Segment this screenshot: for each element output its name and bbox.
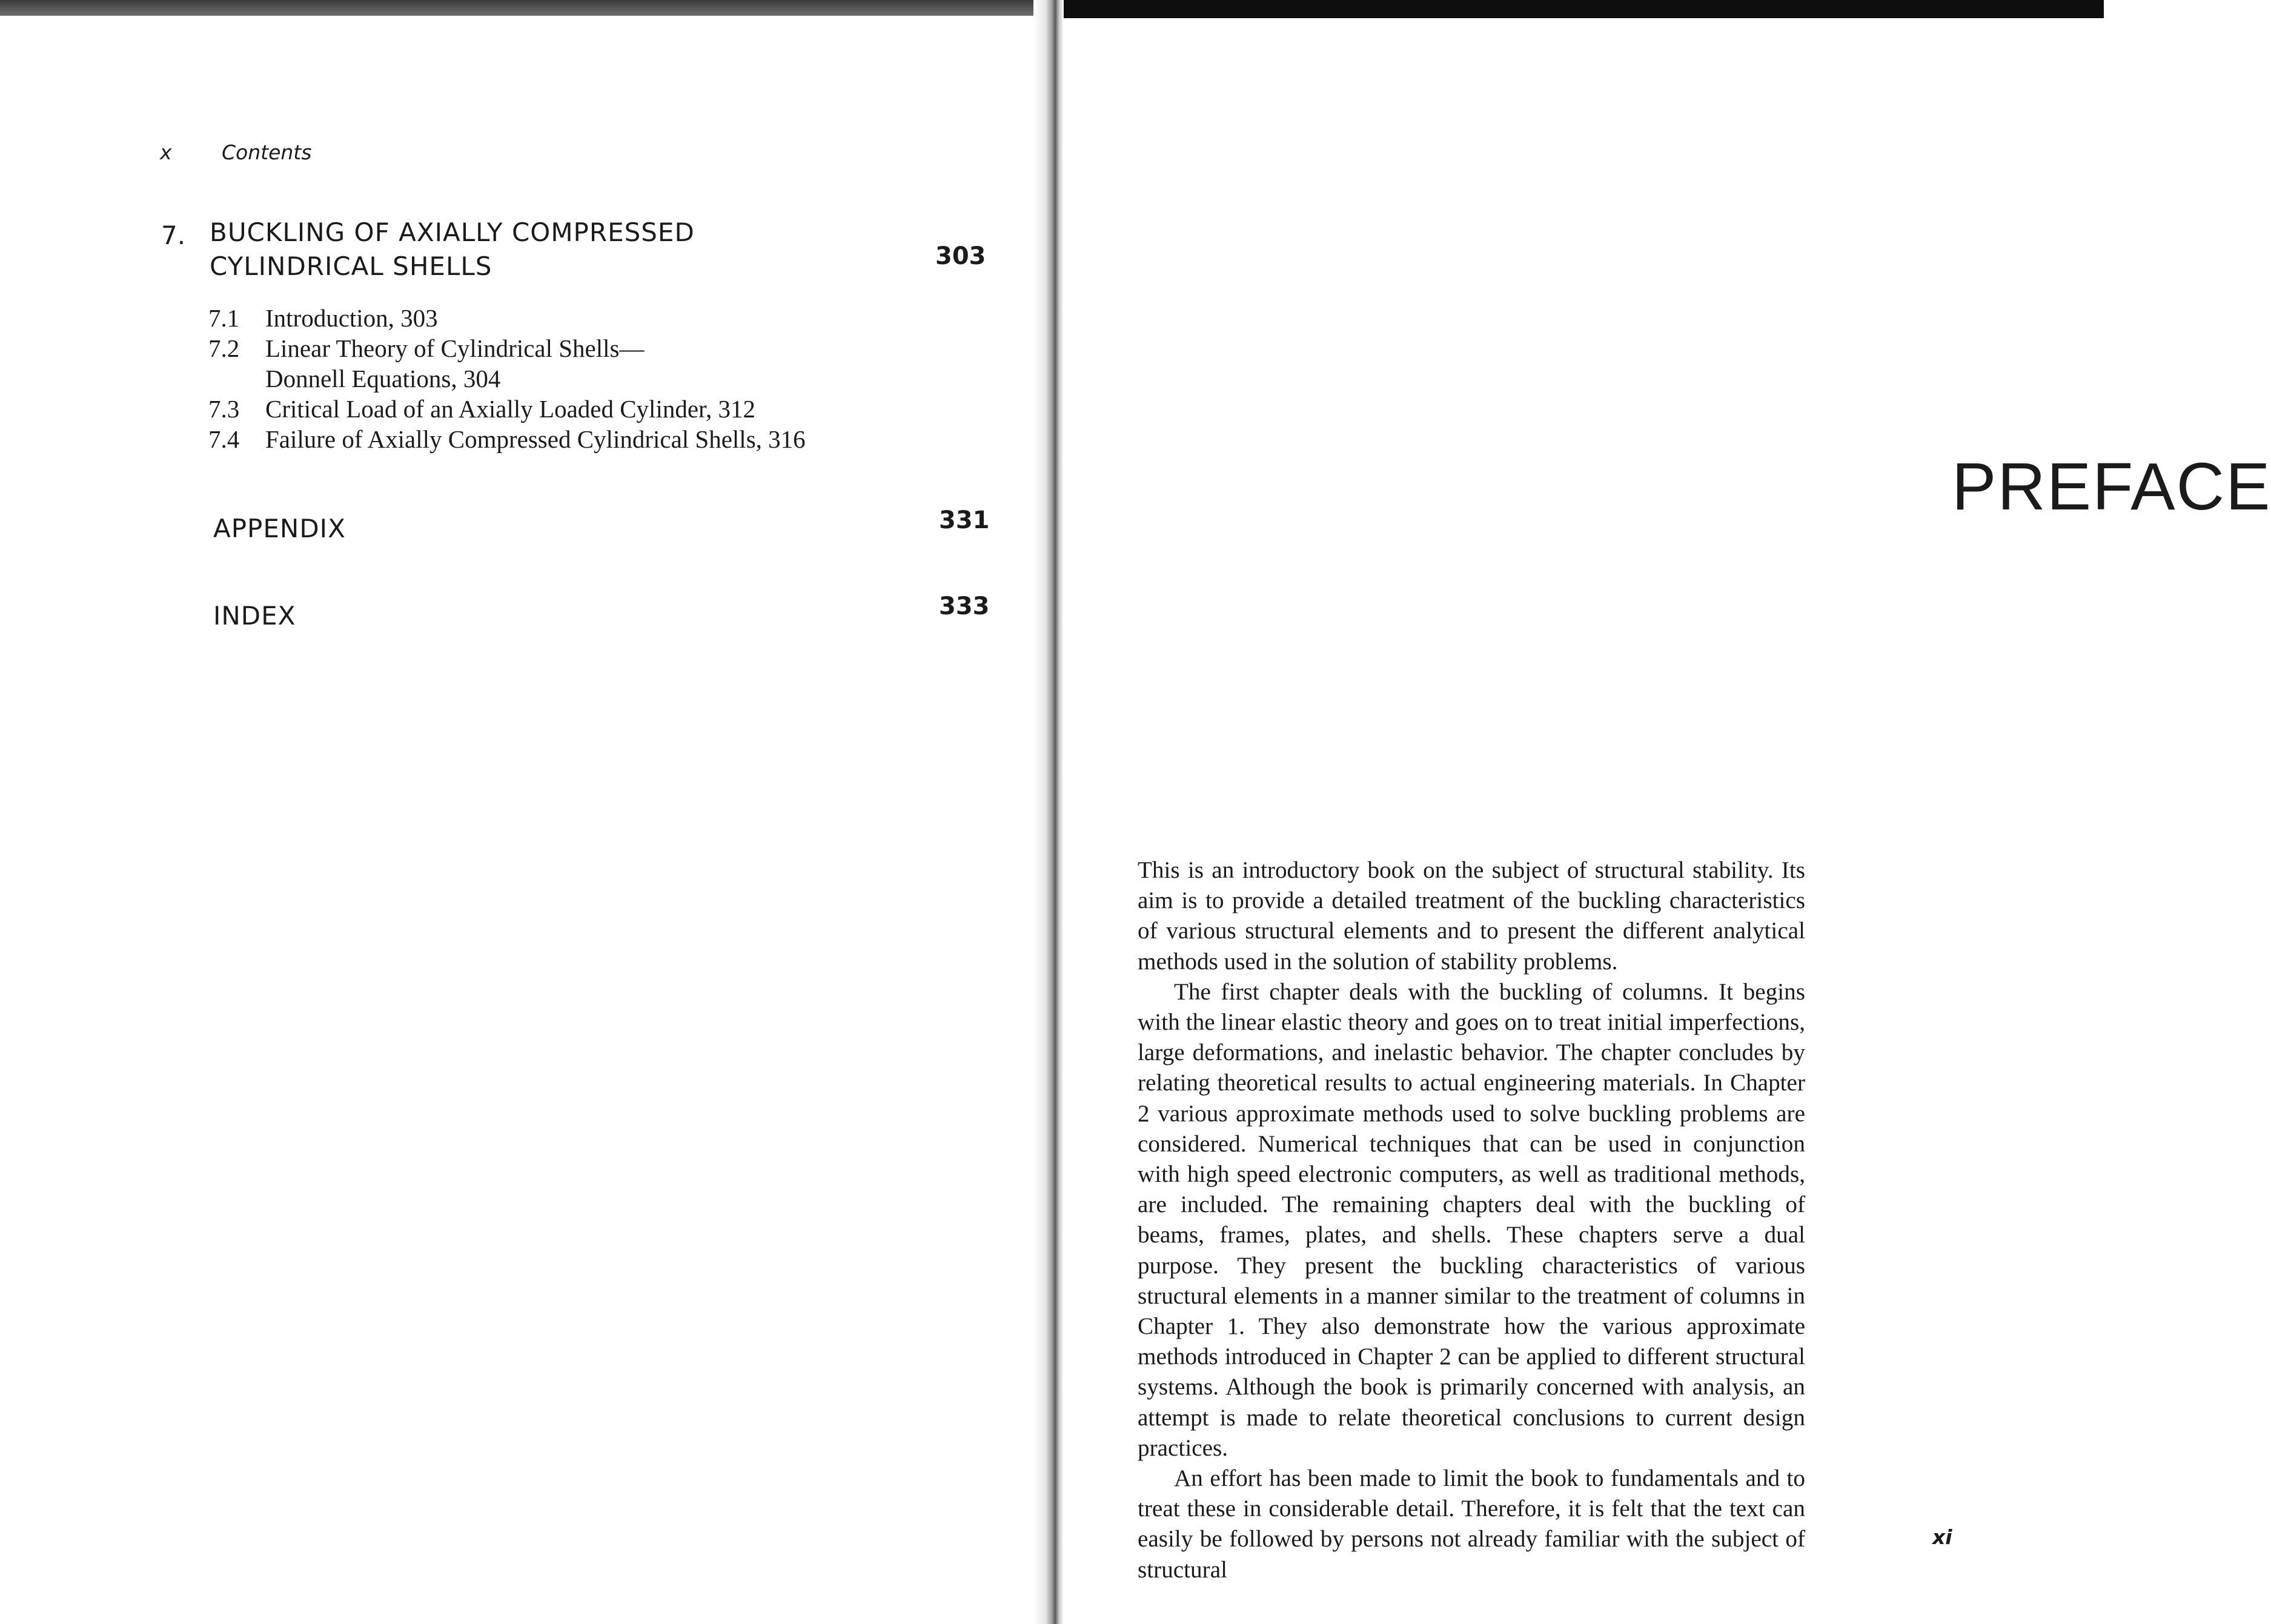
page-number-letter: x <box>160 141 172 164</box>
section-title-continued: Donnell Equations, 304 <box>265 365 501 393</box>
preface-paragraph: An effort has been made to limit the book to fundamentals and to treat these in considerable detail. Therefore, it is felt that the text can easily be followed by persons not already familiar with the subject of structural <box>1138 1465 1805 1583</box>
section-number: 7.2 <box>208 334 240 362</box>
section-entry <box>208 394 806 424</box>
section-title: Failure of Axially Compressed Cylindrical Shells, 316 <box>265 425 806 453</box>
section-title: Critical Load of an Axially Loaded Cylinder, 312 <box>265 395 756 423</box>
book-gutter <box>1033 0 1064 1624</box>
chapter-number: 7. <box>161 220 186 250</box>
section-number: 7.3 <box>208 395 240 423</box>
section-title: Linear Theory of Cylindrical Shells— <box>265 334 645 362</box>
preface-body <box>1138 855 1805 1585</box>
page-folio: xi <box>1932 1525 1952 1549</box>
chapter-page-number: 303 <box>935 242 986 270</box>
contents-page <box>0 0 1033 1624</box>
chapter-title <box>210 216 695 283</box>
section-list <box>208 303 806 454</box>
section-entry <box>208 424 806 454</box>
index-page-number: 333 <box>939 592 990 620</box>
section-entry <box>208 333 806 363</box>
appendix-page-number: 331 <box>939 506 990 534</box>
chapter-title-line: BUCKLING OF AXIALLY COMPRESSED <box>210 217 695 247</box>
preface-paragraph: This is an introductory book on the subject of structural stability. Its aim is to provide a detailed treatment of the buckling characteristics of various structural elements and to present the different analytical methods used in the solution of stability problems. <box>1138 857 1805 975</box>
running-head-title: Contents <box>222 141 312 164</box>
preface-title: PREFACE <box>1952 449 2271 524</box>
preface-page <box>1064 0 2271 1624</box>
section-title: Introduction, 303 <box>265 304 438 332</box>
index-heading: INDEX <box>213 601 296 631</box>
appendix-heading: APPENDIX <box>213 514 346 543</box>
chapter-title-line: CYLINDRICAL SHELLS <box>210 251 492 281</box>
section-number: 7.1 <box>208 304 240 332</box>
preface-paragraph: The first chapter deals with the buckling of columns. It begins with the linear elastic theory and goes on to treat initial imperfections, large deformations, and inelastic behavior. The chapter concludes by relating theoretical results to actual engineering materials. In Chapter 2 various approximate methods used to solve buckling problems are considered. Numerical techniques that can be used in conjunction with high speed electronic computers, as well as traditional methods, are included. The remaining chapters deal with the buckling of beams, frames, plates, and shells. These chapters serve a dual purpose. They present the buckling characteristics of various structural elements in a manner similar to the treatment of columns in Chapter 1. They also demonstrate how the various approximate methods introduced in Chapter 2 can be applied to different structural systems. Although the book is primarily concerned with analysis, an attempt is made to relate theoretical conclusions to current design practices. <box>1138 978 1805 1461</box>
section-entry <box>208 303 806 333</box>
section-number: 7.4 <box>208 425 240 453</box>
